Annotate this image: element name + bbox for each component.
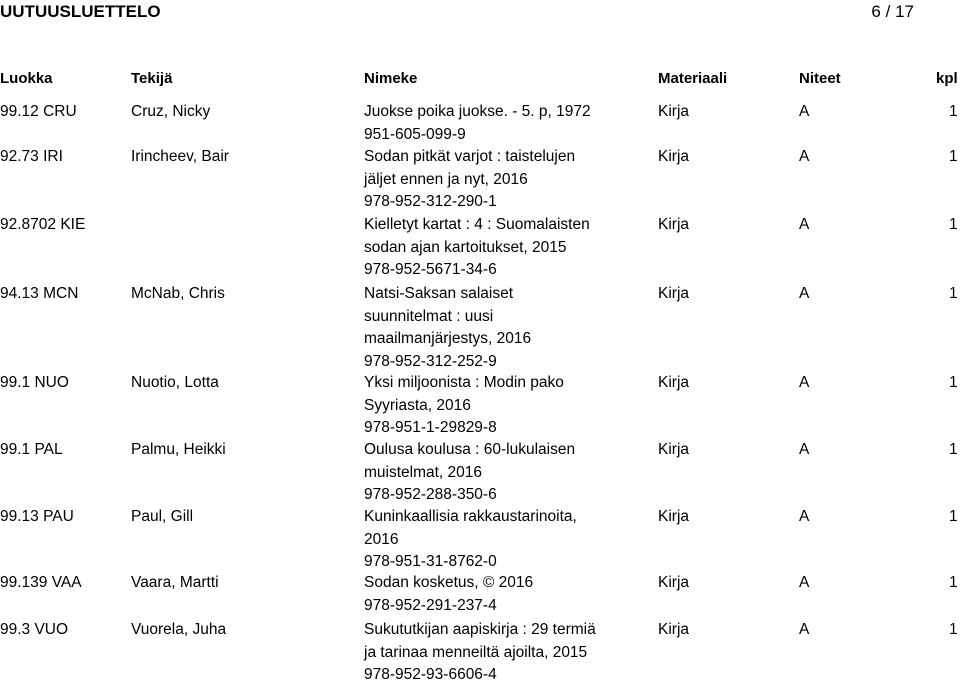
item-nimeke: [364, 101, 644, 146]
item-niteet: A: [799, 216, 810, 233]
item-kpl: 1: [949, 441, 958, 458]
item-luokka: 99.3 VUO: [0, 621, 69, 638]
item-niteet: A: [799, 285, 810, 302]
item-nimeke-line: Juokse poika juokse. - 5. p, 1972: [364, 103, 591, 120]
item-materiaali: Kirja: [658, 621, 690, 638]
item-nimeke-line: 978-952-312-290-1: [364, 193, 497, 210]
item-materiaali: Kirja: [658, 216, 690, 233]
item-materiaali: Kirja: [658, 148, 690, 165]
header-kpl: kpl: [936, 70, 958, 87]
item-nimeke-line: 978-952-312-252-9: [364, 352, 497, 370]
page-separator: /: [885, 2, 891, 21]
item-kpl: 1: [949, 285, 958, 302]
item-nimeke-line: jäljet ennen ja nyt, 2016: [364, 170, 528, 188]
header-luokka: Luokka: [0, 70, 53, 87]
item-nimeke-line: Sodan kosketus, © 2016: [364, 574, 534, 591]
item-nimeke-line: 978-951-1-29829-8: [364, 419, 497, 436]
item-materiaali: Kirja: [658, 574, 690, 591]
header-nimeke: Nimeke: [364, 70, 418, 87]
document-title: UUTUUSLUETTELO: [0, 2, 161, 21]
item-nimeke: [364, 506, 644, 574]
item-niteet: A: [799, 148, 810, 165]
item-tekija: Vuorela, Juha: [131, 621, 227, 638]
item-tekija: McNab, Chris: [131, 285, 225, 302]
item-kpl: 1: [949, 621, 958, 638]
item-luokka: 99.1 NUO: [0, 374, 69, 391]
item-nimeke-line: 2016: [364, 530, 399, 548]
page-current: 6: [871, 2, 881, 21]
item-nimeke-line: Yksi miljoonista : Modin pako: [364, 374, 564, 391]
page-total: 17: [895, 2, 914, 21]
item-nimeke: [364, 619, 644, 687]
item-nimeke: [364, 283, 644, 373]
item-luokka: 99.139 VAA: [0, 574, 82, 591]
item-nimeke-line: 978-952-291-237-4: [364, 596, 497, 614]
item-kpl: 1: [949, 103, 958, 120]
item-niteet: A: [799, 441, 810, 458]
item-niteet: A: [799, 374, 810, 391]
item-nimeke-line: 978-952-93-6606-4: [364, 666, 497, 683]
item-luokka: 99.1 PAL: [0, 441, 63, 458]
item-nimeke-line: maailmanjärjestys, 2016: [364, 330, 532, 347]
header-niteet: Niteet: [799, 70, 841, 87]
page-number: [871, 2, 914, 22]
item-nimeke-line: Sukututkijan aapiskirja : 29 termiä: [364, 621, 596, 638]
item-nimeke-line: 978-951-31-8762-0: [364, 553, 497, 570]
item-kpl: 1: [949, 148, 958, 165]
item-luokka: 92.8702 KIE: [0, 216, 86, 233]
item-nimeke-line: 978-952-5671-34-6: [364, 261, 497, 278]
item-materiaali: Kirja: [658, 441, 690, 458]
item-nimeke-line: Syyriasta, 2016: [364, 396, 471, 414]
item-tekija: Palmu, Heikki: [131, 441, 226, 458]
item-nimeke-line: Kuninkaallisia rakkaustarinoita,: [364, 508, 577, 525]
item-tekija: Nuotio, Lotta: [131, 374, 219, 391]
item-niteet: A: [799, 508, 810, 525]
item-kpl: 1: [949, 508, 958, 525]
item-tekija: Vaara, Martti: [131, 574, 219, 591]
item-tekija: Irincheev, Bair: [131, 148, 229, 165]
item-nimeke-line: muistelmat, 2016: [364, 463, 483, 481]
item-niteet: A: [799, 621, 810, 638]
header-tekija: Tekijä: [131, 70, 173, 87]
item-kpl: 1: [949, 216, 958, 233]
item-nimeke: [364, 214, 644, 282]
item-nimeke: [364, 572, 644, 617]
header-materiaali: Materiaali: [658, 70, 728, 87]
item-niteet: A: [799, 103, 810, 120]
item-nimeke-line: 951-605-099-9: [364, 125, 466, 143]
item-nimeke-line: ja tarinaa menneiltä ajoilta, 2015: [364, 643, 588, 661]
item-kpl: 1: [949, 374, 958, 391]
item-materiaali: Kirja: [658, 508, 690, 525]
item-nimeke-line: Oulusa koulusa : 60-lukulaisen: [364, 441, 576, 458]
item-nimeke: [364, 372, 644, 440]
item-luokka: 99.12 CRU: [0, 103, 77, 120]
item-nimeke: [364, 439, 644, 507]
item-luokka: 92.73 IRI: [0, 148, 63, 165]
item-nimeke-line: Kielletyt kartat : 4 : Suomalaisten: [364, 216, 590, 233]
item-materiaali: Kirja: [658, 103, 690, 120]
item-nimeke-line: Sodan pitkät varjot : taistelujen: [364, 148, 576, 165]
item-nimeke-line: 978-952-288-350-6: [364, 486, 497, 503]
item-luokka: 99.13 PAU: [0, 508, 74, 525]
item-materiaali: Kirja: [658, 285, 690, 302]
item-nimeke-line: Natsi-Saksan salaiset: [364, 285, 514, 302]
item-tekija: Paul, Gill: [131, 508, 194, 525]
item-kpl: 1: [949, 574, 958, 591]
item-nimeke-line: suunnitelmat : uusi: [364, 307, 494, 325]
item-nimeke: [364, 146, 644, 214]
item-tekija: Cruz, Nicky: [131, 103, 211, 120]
item-luokka: 94.13 MCN: [0, 285, 79, 302]
item-nimeke-line: sodan ajan kartoitukset, 2015: [364, 238, 567, 256]
item-materiaali: Kirja: [658, 374, 690, 391]
item-niteet: A: [799, 574, 810, 591]
